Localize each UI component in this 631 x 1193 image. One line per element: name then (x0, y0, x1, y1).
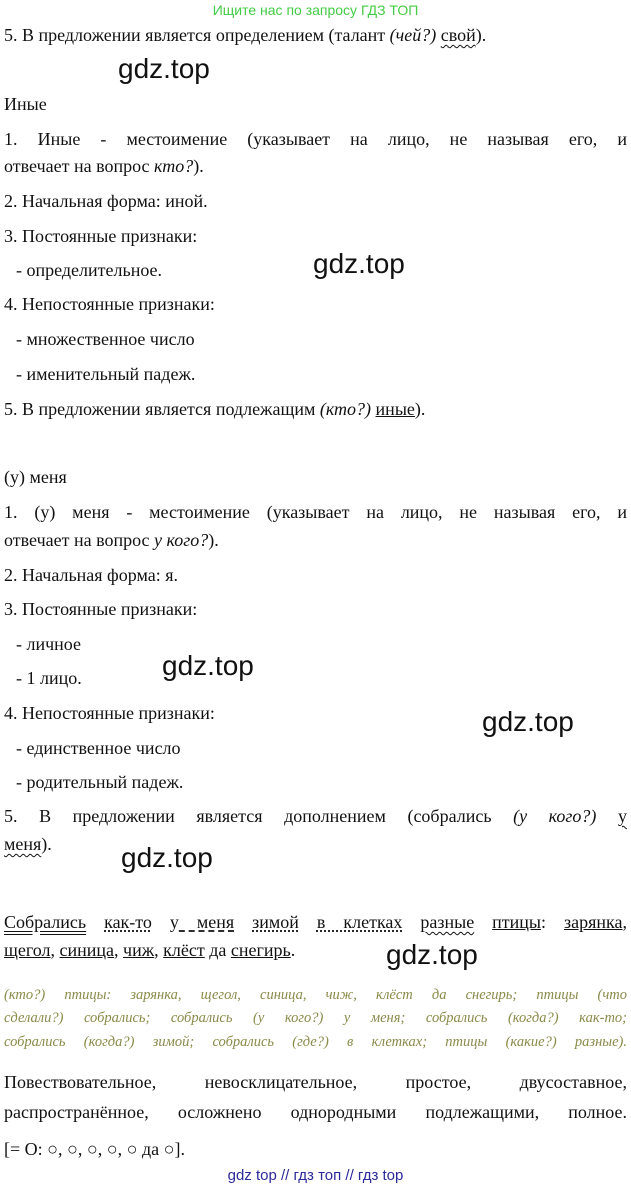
analysis-line-3: собрались (когда?) зимой; собрались (где?) в клетках; птицы (какие?) разные). (4, 1034, 627, 1050)
subject: чиж (123, 940, 155, 960)
question: (кто?) (319, 399, 372, 419)
punctuation: : (541, 912, 547, 932)
inye-point-4b: - именительный падеж. (16, 364, 196, 384)
inye-point-1b (4, 155, 204, 177)
menya-point-1a: 1. (у) меня - местоимение (указывает на лицо, не называя его, и (4, 502, 627, 522)
inye-point-2: 2. Начальная форма: иной. (4, 191, 208, 211)
attribute: разные (420, 912, 475, 932)
text: ). (41, 834, 52, 854)
watermark: gdz.top (118, 53, 210, 84)
subject: клёст (163, 940, 205, 960)
object: у меня (169, 912, 235, 932)
watermark: gdz.top (162, 650, 254, 681)
sentence-scheme: [= Ο: ○, ○, ○, ○, ○ да ○]. (4, 1139, 186, 1159)
text: ). (193, 156, 204, 176)
characteristics-line-2: распространённое, осложнено однородными подлежащими, полное. (4, 1102, 627, 1122)
watermark: gdz.top (313, 248, 405, 279)
menya-point-5b (4, 833, 52, 855)
svoy-point-5 (4, 24, 486, 46)
subject: птицы (492, 912, 542, 932)
subject: снегирь (230, 940, 291, 960)
analysis-line-1: (кто?) птицы: зарянка, щегол, синица, чиж, клёст да снегирь; птицы (что (4, 987, 627, 1003)
menya-point-3: 3. Постоянные признаки: (4, 599, 198, 619)
menya-point-1b (4, 529, 219, 551)
text: ). (208, 530, 219, 550)
conjunction: да (209, 940, 227, 960)
adverbial: зимой (252, 912, 299, 932)
inye-point-3: 3. Постоянные признаки: (4, 226, 198, 246)
menya-point-2: 2. Начальная форма: я. (4, 565, 178, 585)
text: ). (414, 399, 426, 419)
menya-point-3a: - личное (16, 634, 82, 654)
text: 5. В предложении является подлежащим (4, 399, 320, 419)
text: ). (475, 25, 487, 45)
inye-point-1a: 1. Иные - местоимение (указывает на лицо, не называя его, и (4, 129, 627, 149)
menya-point-4a: - единственное число (16, 738, 181, 758)
predicate: Собрались (4, 912, 87, 932)
underlined-word: меня (4, 834, 42, 854)
menya-point-5a (4, 805, 627, 827)
text: отвечает на вопрос (4, 530, 155, 550)
question: (чей?) (389, 25, 437, 45)
adverbial: как-то (104, 912, 152, 932)
punctuation: . (290, 940, 296, 960)
underlined-word: у (618, 806, 628, 826)
menya-point-3b: - 1 лицо. (16, 668, 82, 688)
footer-links[interactable]: gdz top // гдз топ // гдз top (227, 1167, 404, 1184)
top-banner[interactable]: Ищите нас по запросу ГДЗ ТОП (212, 2, 419, 18)
watermark: gdz.top (482, 706, 574, 737)
menya-title: (у) меня (4, 467, 67, 487)
watermark: gdz.top (386, 939, 478, 970)
analysis-line-2: сделали?) собрались; собрались (у кого?) у меня; собрались (когда?) как-то; (4, 1010, 627, 1026)
inye-title: Иные (4, 94, 47, 114)
question: кто? (154, 156, 194, 176)
menya-point-4b: - родительный падеж. (16, 772, 184, 792)
sentence-line-2: щегол, синица, чиж, клёст да снегирь. (4, 940, 296, 960)
underlined-word: свой (440, 25, 476, 45)
subject: щегол (4, 940, 51, 960)
inye-point-4: 4. Непостоянные признаки: (4, 294, 215, 314)
text: 5. В предложении является дополнением (собрались (4, 806, 514, 826)
text: отвечает на вопрос (4, 156, 155, 176)
question: (у кого?) (513, 806, 597, 826)
text: 5. В предложении является определением (талант (4, 25, 390, 45)
inye-point-3a: - определительное. (16, 260, 163, 280)
inye-point-4a: - множественное число (16, 329, 195, 349)
sentence-line-1: Собрались как-то у меня зимой в клетках разные птицы: зарянка, (4, 912, 627, 932)
question: у кого? (154, 530, 209, 550)
subject: синица (59, 940, 115, 960)
watermark: gdz.top (121, 842, 213, 873)
underlined-word: иные (375, 399, 415, 419)
inye-point-5 (4, 398, 425, 420)
subject: зарянка (564, 912, 623, 932)
characteristics-line-1: Повествовательное, невосклицательное, простое, двусоставное, (4, 1072, 627, 1092)
menya-point-4: 4. Непостоянные признаки: (4, 703, 215, 723)
adverbial: в клетках (316, 912, 403, 932)
